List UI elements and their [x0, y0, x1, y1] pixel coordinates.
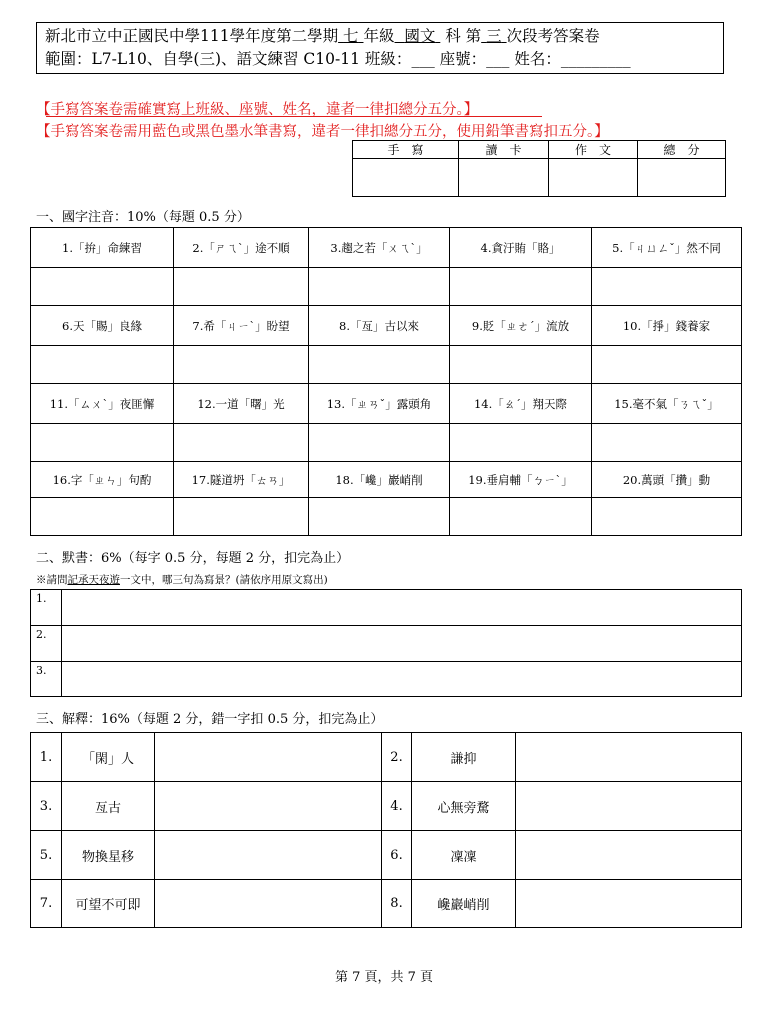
explain-term-7: 可望不可即	[62, 880, 155, 928]
explain-answer-5[interactable]	[155, 831, 382, 880]
score-header-essay: 作 文	[549, 141, 638, 159]
zhuyin-q6: 6.天「賜」良緣	[31, 306, 174, 346]
exam-header	[36, 22, 724, 74]
zhuyin-q16: 16.字「ㄓㄣ」句酌	[31, 462, 174, 498]
dictation-answer-1[interactable]	[62, 590, 742, 626]
score-cell-total[interactable]	[638, 159, 726, 197]
zhuyin-answer-14[interactable]	[450, 424, 592, 462]
name-field[interactable]: _________	[560, 50, 631, 68]
zhuyin-q15: 15.毫不氣「ㄋㄟˇ」	[592, 384, 742, 424]
zhuyin-q20: 20.萬頭「攢」動	[592, 462, 742, 498]
dictation-num-1: 1.	[31, 590, 62, 626]
page-footer: 第 7 頁，共 7 頁	[334, 970, 434, 985]
school-term: 新北市立中正國民中學111學年度第二學期	[45, 27, 339, 45]
zhuyin-answer-5[interactable]	[592, 268, 742, 306]
zhuyin-answer-4[interactable]	[450, 268, 592, 306]
explain-term-4: 心無旁騖	[412, 782, 516, 831]
explain-answer-8[interactable]	[516, 880, 742, 928]
zhuyin-q11: 11.「ㄙㄨˋ」夜匪懈	[31, 384, 174, 424]
zhuyin-answer-18[interactable]	[309, 498, 450, 536]
dictation-num-3: 3.	[31, 662, 62, 697]
grade: 七	[343, 27, 359, 45]
explain-no-3: 3.	[31, 782, 62, 831]
zhuyin-q4: 4.貪汙賄「賂」	[450, 228, 592, 268]
explain-answer-1[interactable]	[155, 733, 382, 782]
zhuyin-answer-17[interactable]	[174, 498, 309, 536]
zhuyin-q17: 17.隧道坍「ㄊㄢ」	[174, 462, 309, 498]
score-header-total: 總 分	[638, 141, 726, 159]
grade-suffix: 年級	[363, 27, 395, 45]
zhuyin-answer-20[interactable]	[592, 498, 742, 536]
score-cell-essay[interactable]	[549, 159, 638, 197]
dictation-note	[36, 572, 328, 587]
zhuyin-answer-8[interactable]	[309, 346, 450, 384]
zhuyin-q7: 7.希「ㄐㄧˋ」盼望	[174, 306, 309, 346]
zhuyin-q19: 19.垂肩輔「ㄅㄧˋ」	[450, 462, 592, 498]
explain-no-7: 7.	[31, 880, 62, 928]
zhuyin-answer-7[interactable]	[174, 346, 309, 384]
zhuyin-answer-19[interactable]	[450, 498, 592, 536]
explain-no-8: 8.	[382, 880, 412, 928]
header-line-2	[45, 48, 715, 71]
score-header-handwritten: 手 寫	[353, 141, 459, 159]
zhuyin-answer-9[interactable]	[450, 346, 592, 384]
zhuyin-q5: 5.「ㄐㄩㄥˇ」然不同	[592, 228, 742, 268]
zhuyin-q2: 2.「ㄕㄟˋ」途不順	[174, 228, 309, 268]
zhuyin-q18: 18.「巉」巖峭削	[309, 462, 450, 498]
dictation-num-2: 2.	[31, 626, 62, 662]
zhuyin-q10: 10.「掙」錢養家	[592, 306, 742, 346]
explain-term-8: 巉巖峭削	[412, 880, 516, 928]
zhuyin-table	[30, 227, 742, 536]
zhuyin-answer-13[interactable]	[309, 424, 450, 462]
zhuyin-answer-2[interactable]	[174, 268, 309, 306]
zhuyin-q13: 13.「ㄓㄢˇ」露頭角	[309, 384, 450, 424]
dictation-answer-2[interactable]	[62, 626, 742, 662]
explain-answer-3[interactable]	[155, 782, 382, 831]
subject-suffix: 科 第	[445, 27, 482, 45]
explain-term-3: 亙古	[62, 782, 155, 831]
warning-underline	[46, 116, 542, 117]
class-label: 班級：	[364, 50, 412, 68]
zhuyin-q1: 1.「拚」命練習	[31, 228, 174, 268]
explain-term-6: 凜凜	[412, 831, 516, 880]
zhuyin-answer-10[interactable]	[592, 346, 742, 384]
zhuyin-q12: 12.一道「曙」光	[174, 384, 309, 424]
score-cell-card[interactable]	[459, 159, 549, 197]
zhuyin-answer-12[interactable]	[174, 424, 309, 462]
explain-no-4: 4.	[382, 782, 412, 831]
class-field[interactable]: ___	[411, 50, 435, 68]
zhuyin-q9: 9.貶「ㄓㄜˊ」流放	[450, 306, 592, 346]
header-line-1	[45, 25, 715, 48]
note-title: 記承天夜遊	[67, 574, 120, 586]
explain-answer-4[interactable]	[516, 782, 742, 831]
exam-number: 三	[486, 27, 502, 45]
subject: 國文	[404, 27, 436, 45]
zhuyin-answer-15[interactable]	[592, 424, 742, 462]
explain-no-1: 1.	[31, 733, 62, 782]
explain-term-1: 「閑」人	[62, 733, 155, 782]
name-label: 姓名：	[514, 50, 561, 68]
explain-no-2: 2.	[382, 733, 412, 782]
score-cell-handwritten[interactable]	[353, 159, 459, 197]
zhuyin-q8: 8.「亙」古以來	[309, 306, 450, 346]
exam-range: 範圍：L7-L10、自學(三)、語文練習 C10-11	[45, 50, 360, 68]
explain-no-6: 6.	[382, 831, 412, 880]
explain-answer-6[interactable]	[516, 831, 742, 880]
explain-term-2: 謙抑	[412, 733, 516, 782]
zhuyin-answer-11[interactable]	[31, 424, 174, 462]
warning-ink: 【手寫答案卷需用藍色或黑色墨水筆書寫，違者一律扣總分五分，使用鉛筆書寫扣五分。】	[36, 124, 609, 140]
zhuyin-answer-3[interactable]	[309, 268, 450, 306]
dictation-answer-3[interactable]	[62, 662, 742, 697]
section1-title: 一、國字注音：10%（每題 0.5 分）	[36, 210, 250, 225]
score-header-card: 讀 卡	[459, 141, 549, 159]
section3-title: 三、解釋：16%（每題 2 分，錯一字扣 0.5 分，扣完為止）	[36, 712, 384, 727]
exam-suffix: 次段考答案卷	[506, 27, 600, 45]
note-prefix: ※請問	[36, 574, 68, 586]
section2-title: 二、默書：6%（每字 0.5 分，每題 2 分，扣完為止）	[36, 551, 350, 566]
explain-term-5: 物換星移	[62, 831, 155, 880]
zhuyin-q14: 14.「ㄠˊ」翔天際	[450, 384, 592, 424]
seat-label: 座號：	[439, 50, 487, 68]
explain-answer-2[interactable]	[516, 733, 742, 782]
explain-no-5: 5.	[31, 831, 62, 880]
seat-field[interactable]: ___	[486, 50, 510, 68]
explain-answer-7[interactable]	[155, 880, 382, 928]
warning-name: 【手寫答案卷需確實寫上班級、座號、姓名，違者一律扣總分五分。】	[36, 102, 479, 118]
zhuyin-answer-1[interactable]	[31, 268, 174, 306]
zhuyin-q3: 3.趨之若「ㄨㄟˋ」	[309, 228, 450, 268]
score-table	[352, 140, 726, 197]
zhuyin-answer-16[interactable]	[31, 498, 174, 536]
explanation-table	[30, 732, 742, 928]
dictation-table	[30, 589, 742, 697]
note-suffix: 一文中，哪三句為寫景？(請依序用原文寫出)	[120, 574, 328, 586]
zhuyin-answer-6[interactable]	[31, 346, 174, 384]
